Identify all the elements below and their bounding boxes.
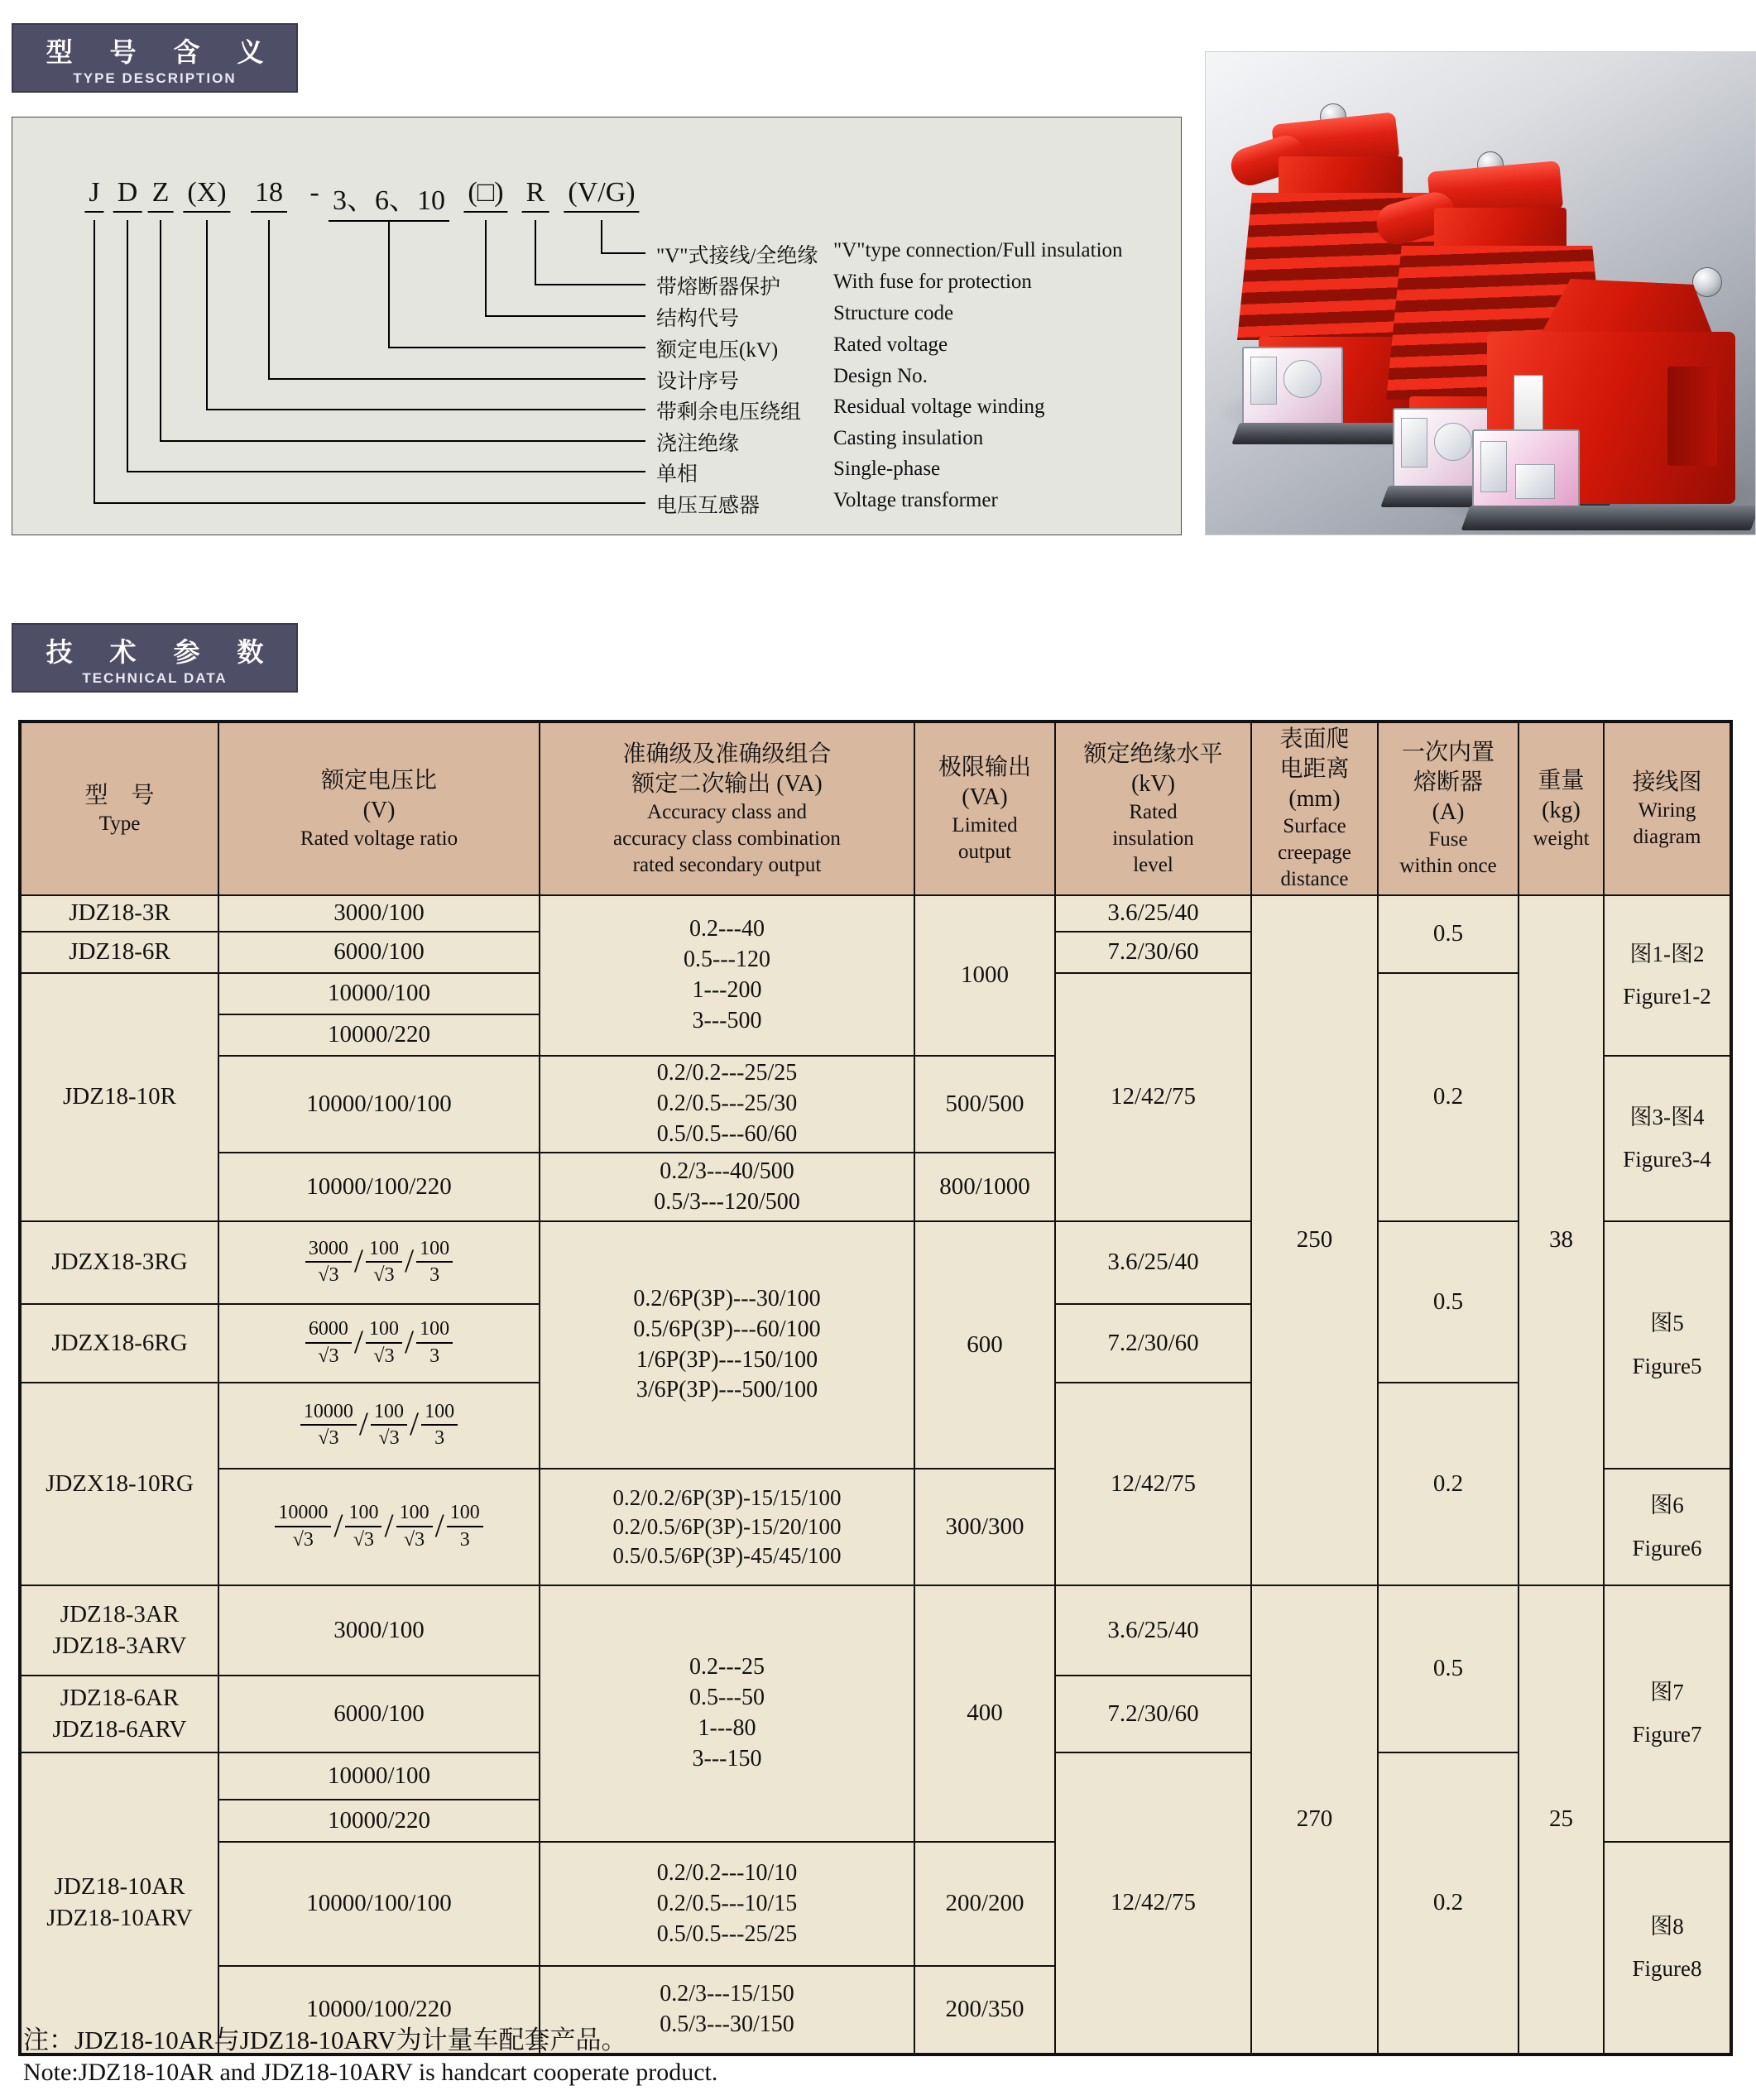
connector-line xyxy=(388,220,390,347)
connector-line xyxy=(268,220,270,378)
cell-type: JDZX18-10RG xyxy=(20,1383,218,1585)
header-line: distance xyxy=(1280,868,1349,891)
meaning-zh: 带熔断器保护 xyxy=(656,276,781,299)
header-line: output xyxy=(958,840,1011,863)
cell-accuracy xyxy=(540,1585,914,1842)
header-line: 额定绝缘水平 xyxy=(1083,741,1223,767)
header-line: (A) xyxy=(1432,798,1465,825)
connector-line xyxy=(268,378,645,380)
cell-ratio: $\frac{10000}{√3}$ / $\frac{100}{√3}$ / $\frac{100}{3}$ xyxy=(218,1383,540,1469)
meaning-zh: 带剩余电压绕组 xyxy=(656,401,802,424)
figure-ref-zh: 图7 xyxy=(1650,1679,1684,1704)
header-line: Wiring xyxy=(1638,798,1696,822)
accuracy-line: 3---500 xyxy=(692,1008,762,1034)
connector-line xyxy=(485,315,645,317)
cell-fuse: 0.2 xyxy=(1378,973,1519,1221)
col-header-weight xyxy=(1519,722,1604,895)
cell-output: 500/500 xyxy=(914,1056,1055,1153)
connector-line xyxy=(535,284,645,285)
figure-ref-zh: 图5 xyxy=(1650,1311,1684,1336)
title-zh: 技 术 参 数 xyxy=(46,637,279,667)
technical-data-table xyxy=(18,720,1733,2056)
figure-ref-zh: 图6 xyxy=(1650,1493,1684,1518)
cell-ratio: 6000/100 xyxy=(218,1676,540,1752)
header-line: 准确级及准确级组合 xyxy=(622,741,832,767)
header-line: level xyxy=(1133,853,1173,876)
col-header-accuracy xyxy=(540,722,914,895)
header-line: 极限输出 xyxy=(938,754,1031,780)
cell-ratio: 10000/100/220 xyxy=(218,1966,540,2054)
header-line: rated secondary output xyxy=(632,853,822,876)
fraction: $\frac{100}{√3}$ xyxy=(366,1318,402,1368)
type-line: JDZ18-3AR xyxy=(60,1600,180,1628)
cell-weight: 38 xyxy=(1519,895,1604,1585)
accuracy-line: 0.2---25 xyxy=(689,1654,765,1680)
cell-insulation: 7.2/30/60 xyxy=(1055,1676,1251,1752)
header-line: 电距离 xyxy=(1279,755,1350,782)
meaning-zh: "V"式接线/全绝缘 xyxy=(656,245,818,267)
fraction: $\frac{100}{3}$ xyxy=(447,1502,483,1551)
cell-insulation: 3.6/25/40 xyxy=(1055,1221,1251,1304)
cell-type: JDZX18-3RG xyxy=(20,1221,218,1304)
header-line: Surface xyxy=(1283,815,1346,838)
meaning-en: Single-phase xyxy=(833,458,941,480)
cell-insulation: 12/42/75 xyxy=(1055,1752,1251,2054)
header-line: 接线图 xyxy=(1632,769,1702,795)
cell-ratio: 10000/220 xyxy=(218,1014,540,1056)
table-row xyxy=(20,1221,1731,1304)
figure-ref-en: Figure7 xyxy=(1632,1722,1702,1748)
header-line: insulation xyxy=(1112,827,1194,850)
accuracy-line: 0.5/0.5/6P(3P)-45/45/100 xyxy=(612,1543,842,1569)
cell-figure xyxy=(1604,1221,1731,1469)
fraction: $\frac{100}{√3}$ xyxy=(371,1401,407,1450)
cell-insulation: 12/42/75 xyxy=(1055,1383,1251,1585)
accuracy-line: 0.2/6P(3P)---30/100 xyxy=(633,1285,821,1311)
type-description-title xyxy=(12,23,298,93)
connector-line xyxy=(206,220,208,409)
connector-line xyxy=(127,471,645,472)
type-line: JDZ18-6ARV xyxy=(52,1715,187,1743)
code-segment: Z xyxy=(148,177,174,213)
col-header-insulation xyxy=(1055,722,1251,895)
cell-output: 800/1000 xyxy=(914,1153,1055,1221)
col-header-output xyxy=(914,722,1055,895)
header-line: Accuracy class and xyxy=(647,800,807,823)
cell-ratio: 10000/100 xyxy=(218,1752,540,1800)
cell-fuse: 0.5 xyxy=(1378,1585,1519,1752)
meaning-en: Design No. xyxy=(833,365,928,387)
cell-accuracy xyxy=(540,895,914,1056)
base-plate xyxy=(1461,506,1756,530)
cell-insulation: 3.6/25/40 xyxy=(1055,1585,1251,1676)
code-segment: - xyxy=(309,177,319,208)
accuracy-line: 0.5/3---30/150 xyxy=(660,2011,794,2038)
header-line: 额定电压比 xyxy=(320,767,437,793)
connector-line xyxy=(94,220,95,502)
cell-ratio: 3000/100 xyxy=(218,895,540,932)
cell-type: JDZ18-6R xyxy=(20,932,218,973)
col-header-ratio xyxy=(218,722,540,895)
note-zh: 注：JDZ18-10AR与JDZ18-10ARV为计量车配套产品。 xyxy=(23,2026,627,2054)
meaning-en: "V"type connection/Full insulation xyxy=(833,239,1123,261)
cell-output: 300/300 xyxy=(914,1469,1055,1585)
terminal-cell xyxy=(1434,423,1472,461)
terminal-cell xyxy=(1250,357,1277,405)
accuracy-line: 0.5/0.5---60/60 xyxy=(656,1121,798,1148)
cell-insulation: 7.2/30/60 xyxy=(1055,1304,1251,1383)
accuracy-line: 1---80 xyxy=(698,1715,756,1742)
cell-type xyxy=(20,1676,218,1752)
accuracy-line: 3/6P(3P)---500/100 xyxy=(636,1377,818,1403)
bolt xyxy=(1692,267,1722,297)
title-zh: 型 号 含 义 xyxy=(46,37,279,67)
terminal-cell xyxy=(1480,441,1507,492)
cell-figure xyxy=(1604,1842,1731,2054)
cell-accuracy xyxy=(540,1056,914,1153)
connector-line xyxy=(485,220,487,315)
cell-accuracy xyxy=(540,1153,914,1221)
connector-line xyxy=(160,440,645,442)
col-header-fuse xyxy=(1378,722,1519,895)
cell-figure xyxy=(1604,1056,1731,1221)
meaning-en: Rated voltage xyxy=(833,333,948,356)
accuracy-line: 0.5---120 xyxy=(684,947,770,973)
header-line: 型 号 xyxy=(84,782,155,808)
cell-ratio: $\frac{10000}{√3}$ / $\frac{100}{√3}$ / $\frac{100}{√3}$ / $\frac{100}{3}$ xyxy=(218,1469,540,1585)
header-line: (kg) xyxy=(1542,797,1581,823)
cell-ratio: 10000/100/220 xyxy=(218,1153,540,1221)
figure-ref-en: Figure1-2 xyxy=(1623,984,1711,1009)
cell-insulation: 3.6/25/40 xyxy=(1055,895,1251,932)
cell-ratio: 10000/100/100 xyxy=(218,1842,540,1966)
type-line: JDZ18-6AR xyxy=(60,1684,180,1711)
col-header-creepage xyxy=(1251,722,1378,895)
fraction: $\frac{100}{3}$ xyxy=(416,1318,453,1368)
connector-line xyxy=(535,220,536,284)
fraction: $\frac{10000}{√3}$ xyxy=(275,1502,331,1551)
meaning-en: Structure code xyxy=(833,302,954,324)
cell-output: 200/200 xyxy=(914,1842,1055,1966)
cell-accuracy xyxy=(540,1842,914,1966)
terminal-cell xyxy=(1401,418,1427,467)
cell-ratio: $\frac{6000}{√3}$ / $\frac{100}{√3}$ / $\frac{100}{3}$ xyxy=(218,1304,540,1383)
code-segment: (X) xyxy=(183,177,230,213)
code-segment: (□) xyxy=(463,177,507,213)
header-line: Type xyxy=(98,812,141,835)
figure-ref-en: Figure5 xyxy=(1632,1353,1702,1378)
header-line: weight xyxy=(1533,827,1590,850)
meaning-zh: 设计序号 xyxy=(656,371,740,393)
header-line: accuracy class combination xyxy=(613,827,841,850)
connector-line xyxy=(601,252,645,254)
title-en: TYPE DESCRIPTION xyxy=(73,70,237,86)
header-line: diagram xyxy=(1633,825,1701,848)
cell-output: 1000 xyxy=(914,895,1055,1056)
accuracy-line: 1/6P(3P)---150/100 xyxy=(636,1346,818,1373)
fraction: $\frac{100}{√3}$ xyxy=(396,1502,433,1551)
fraction: $\frac{10000}{√3}$ xyxy=(300,1401,357,1450)
meaning-zh: 电压互感器 xyxy=(656,495,760,517)
accuracy-line: 0.2/0.2---25/25 xyxy=(656,1060,798,1086)
accuracy-line: 0.5/0.5---25/25 xyxy=(656,1920,798,1947)
header-line: (mm) xyxy=(1288,785,1341,812)
code-segment: D xyxy=(113,177,142,213)
code-segment: 3、6、10 xyxy=(329,177,449,222)
connector-line xyxy=(127,220,128,471)
cell-ratio: 10000/220 xyxy=(218,1800,540,1842)
cell-ratio: 10000/100/100 xyxy=(218,1056,540,1153)
accuracy-line: 0.2/0.5---25/30 xyxy=(656,1091,798,1117)
terminal-cell xyxy=(1283,360,1322,398)
code-segment: R xyxy=(522,177,549,213)
table-row xyxy=(20,1585,1731,1676)
cell-ratio: 10000/100 xyxy=(218,973,540,1014)
fraction: $\frac{100}{3}$ xyxy=(421,1401,458,1450)
connector-line xyxy=(388,347,645,348)
figure-ref-en: Figure8 xyxy=(1632,1956,1702,1982)
accuracy-line: 0.2/0.2---10/10 xyxy=(656,1859,798,1886)
fraction: $\frac{6000}{√3}$ xyxy=(305,1318,352,1368)
accuracy-line: 0.5/6P(3P)---60/100 xyxy=(633,1316,821,1342)
cell-insulation: 12/42/75 xyxy=(1055,973,1251,1221)
code-segment: 18 xyxy=(251,177,287,213)
cell-output: 400 xyxy=(914,1585,1055,1842)
type-code-diagram xyxy=(12,117,1182,535)
fraction: $\frac{100}{√3}$ xyxy=(345,1502,381,1551)
accuracy-line: 0.5/3---120/500 xyxy=(654,1188,800,1215)
accuracy-line: 0.2/0.2/6P(3P)-15/15/100 xyxy=(612,1484,842,1510)
note-en: Note:JDZ18-10AR and JDZ18-10ARV is handcart cooperate product. xyxy=(23,2059,718,2086)
terminal-box xyxy=(1242,347,1343,426)
table-row xyxy=(20,895,1731,932)
type-line: JDZ18-3ARV xyxy=(52,1632,187,1659)
meaning-en: Casting insulation xyxy=(833,427,984,449)
accuracy-line: 1---200 xyxy=(692,977,762,1004)
header-line: (VA) xyxy=(962,784,1008,810)
header-line: 重量 xyxy=(1538,767,1585,793)
figure-ref-zh: 图8 xyxy=(1650,1913,1684,1939)
connector-line xyxy=(206,409,645,410)
header-line: (kV) xyxy=(1131,770,1175,797)
terminal-box xyxy=(1472,429,1580,515)
cell-type xyxy=(20,1752,218,2054)
fraction: $\frac{100}{3}$ xyxy=(416,1238,453,1287)
fraction: $\frac{100}{√3}$ xyxy=(366,1238,402,1287)
meaning-en: Residual voltage winding xyxy=(833,396,1045,418)
product-photo xyxy=(1205,51,1756,535)
header-line: within once xyxy=(1399,855,1497,878)
accuracy-line: 3---150 xyxy=(692,1745,762,1772)
meaning-zh: 结构代号 xyxy=(656,308,740,330)
code-segment: J xyxy=(84,177,103,213)
cell-ratio: 3000/100 xyxy=(218,1585,540,1676)
body-notch xyxy=(1667,367,1717,466)
title-en: TECHNICAL DATA xyxy=(82,670,228,686)
connector-line xyxy=(601,220,602,252)
cell-insulation: 7.2/30/60 xyxy=(1055,932,1251,973)
cell-accuracy xyxy=(540,1469,914,1585)
figure-ref-zh: 图3-图4 xyxy=(1629,1104,1705,1129)
cell-fuse: 0.5 xyxy=(1378,1221,1519,1383)
header-line: Rated xyxy=(1129,800,1178,823)
code-segment: (V/G) xyxy=(564,177,639,213)
technical-data-title xyxy=(12,623,298,693)
header-line: Fuse xyxy=(1428,828,1468,851)
header-line: creepage xyxy=(1278,841,1351,865)
accuracy-line: 0.5---50 xyxy=(689,1685,765,1711)
cell-ratio: 6000/100 xyxy=(218,932,540,973)
header-line: 额定二次输出 (VA) xyxy=(631,770,823,797)
accuracy-line: 0.2/0.5/6P(3P)-15/20/100 xyxy=(612,1513,842,1539)
header-line: 一次内置 xyxy=(1401,740,1495,765)
cell-ratio: $\frac{3000}{√3}$ / $\frac{100}{√3}$ / $\frac{100}{3}$ xyxy=(218,1221,540,1304)
header-row xyxy=(20,722,1731,895)
cell-fuse: 0.2 xyxy=(1378,1383,1519,1585)
meaning-zh: 单相 xyxy=(656,463,698,486)
figure-ref-zh: 图1-图2 xyxy=(1629,942,1705,967)
accuracy-line: 0.2---40 xyxy=(689,916,765,942)
accuracy-line: 0.2/3---40/500 xyxy=(660,1158,794,1184)
header-line: Limited xyxy=(952,813,1018,837)
cell-type: JDZ18-3R xyxy=(20,895,218,932)
connector-line xyxy=(94,502,645,504)
cell-type: JDZX18-6RG xyxy=(20,1304,218,1383)
accuracy-line: 0.2/3---15/150 xyxy=(660,1981,794,2007)
cell-figure xyxy=(1604,1585,1731,1842)
transformer-front-right xyxy=(1479,242,1752,524)
meaning-zh: 额定电压(kV) xyxy=(656,339,779,362)
cell-weight: 25 xyxy=(1519,1585,1604,2054)
cell-output: 600 xyxy=(914,1221,1055,1469)
type-line: JDZ18-10ARV xyxy=(46,1905,193,1932)
cell-figure xyxy=(1604,895,1731,1056)
header-line: 表面爬 xyxy=(1279,726,1350,752)
type-line: JDZ18-10AR xyxy=(54,1873,185,1901)
figure-ref-en: Figure3-4 xyxy=(1623,1147,1711,1172)
meaning-zh: 浇注绝缘 xyxy=(656,433,740,455)
cell-fuse: 0.2 xyxy=(1378,1752,1519,2054)
figure-ref-en: Figure6 xyxy=(1632,1535,1702,1561)
header-line: (V) xyxy=(362,797,396,823)
cell-accuracy xyxy=(540,1221,914,1469)
header-line: Rated voltage ratio xyxy=(300,827,458,850)
cell-type: JDZ18-10R xyxy=(20,973,218,1221)
terminal-cell xyxy=(1515,464,1555,499)
cell-output: 200/350 xyxy=(914,1966,1055,2054)
cell-figure xyxy=(1604,1469,1731,1585)
cell-type xyxy=(20,1585,218,1676)
cell-fuse: 0.5 xyxy=(1378,895,1519,973)
meaning-en: Voltage transformer xyxy=(833,489,998,511)
cell-creepage: 270 xyxy=(1251,1585,1378,2054)
col-header-wiring xyxy=(1604,722,1731,895)
connector-line xyxy=(160,220,161,440)
header-line: 熔断器 xyxy=(1413,769,1483,795)
accuracy-line: 0.2/0.5---10/15 xyxy=(656,1890,798,1916)
cell-creepage: 250 xyxy=(1251,895,1378,1585)
meaning-en: With fuse for protection xyxy=(833,271,1032,293)
fraction: $\frac{3000}{√3}$ xyxy=(305,1238,352,1287)
col-header-type xyxy=(20,722,218,895)
